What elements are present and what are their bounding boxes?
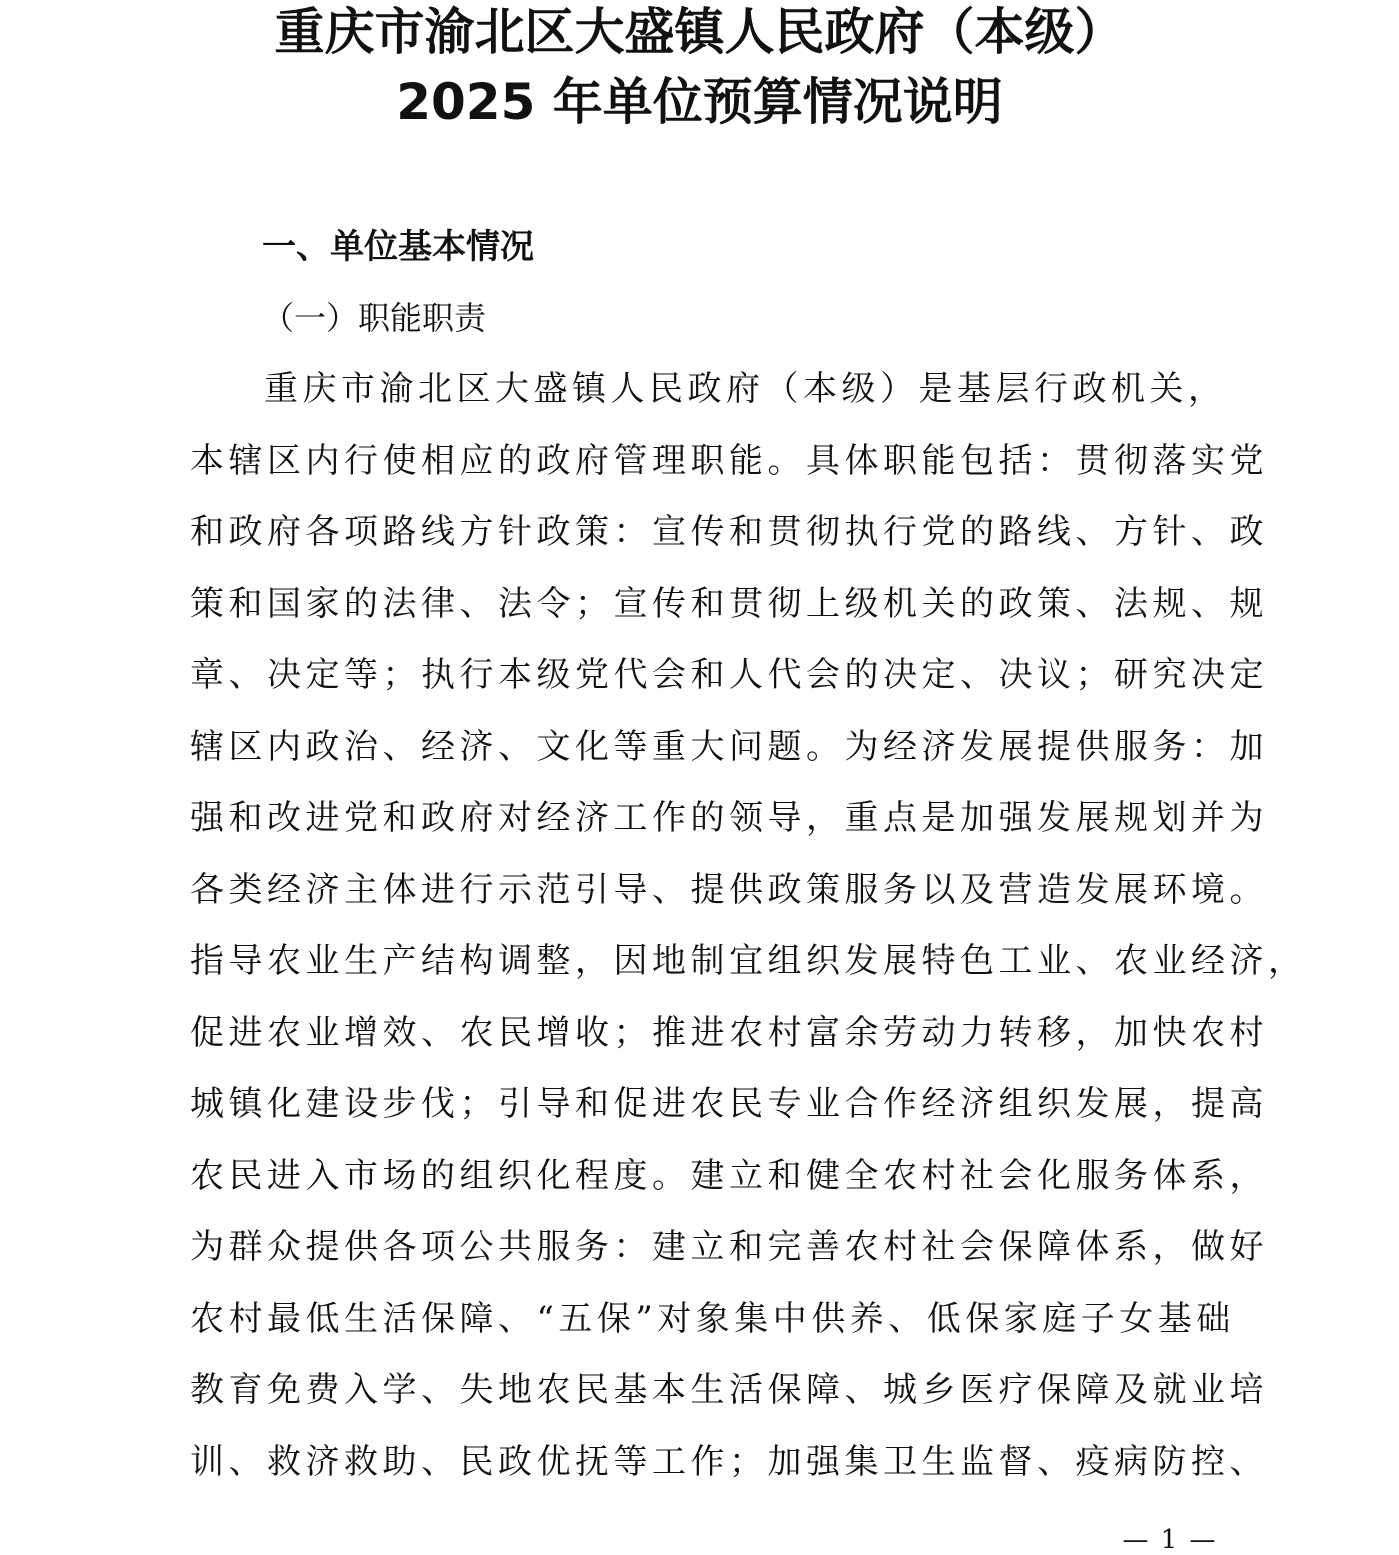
paragraph-line: 农民进入市场的组织化程度。建立和健全农村社会化服务体系， — [190, 1155, 1268, 1196]
paragraph-line: 训、救济救助、民政优抚等工作；加强集卫生监督、疫病防控、 — [190, 1441, 1268, 1482]
subsection-heading: （一）职能职责 — [262, 299, 487, 337]
paragraph-line: 本辖区内行使相应的政府管理职能。具体职能包括：贯彻落实党 — [190, 440, 1268, 481]
paragraph-line: 策和国家的法律、法令；宣传和贯彻上级机关的政策、法规、规 — [190, 583, 1268, 624]
paragraph-line: 为群众提供各项公共服务：建立和完善农村社会保障体系，做好 — [190, 1227, 1268, 1267]
section-heading: 一、单位基本情况 — [262, 227, 534, 267]
paragraph-line: 辖区内政治、经济、文化等重大问题。为经济发展提供服务：加 — [190, 726, 1268, 767]
page-number: — 1 — — [1122, 1525, 1218, 1555]
paragraph-line: 重庆市渝北区大盛镇人民政府（本级）是基层行政机关， — [264, 369, 1227, 409]
paragraph-line: 促进农业增效、农民增收；推进农村富余劳动力转移，加快农村 — [190, 1012, 1268, 1053]
document-title-line-1: 重庆市渝北区大盛镇人民政府（本级） — [274, 3, 1125, 61]
document-title-line-2: 2025 年单位预算情况说明 — [396, 73, 1003, 131]
paragraph-line: 和政府各项路线方针政策：宣传和贯彻执行党的路线、方针、政 — [190, 512, 1268, 552]
paragraph-line: 城镇化建设步伐；引导和促进农民专业合作经济组织发展，提高 — [190, 1084, 1268, 1124]
paragraph-line: 农村最低生活保障、“五保”对象集中供养、低保家庭子女基础 — [190, 1298, 1235, 1339]
paragraph-line: 各类经济主体进行示范引导、提供政策服务以及营造发展环境。 — [190, 869, 1268, 910]
body-paragraph — [190, 367, 1307, 1511]
paragraph-line: 强和改进党和政府对经济工作的领导，重点是加强发展规划并为 — [190, 798, 1268, 838]
paragraph-line: 指导农业生产结构调整，因地制宜组织发展特色工业、农业经济， — [190, 941, 1307, 981]
paragraph-line: 教育免费入学、失地农民基本生活保障、城乡医疗保障及就业培 — [190, 1370, 1268, 1410]
paragraph-line: 章、决定等；执行本级党代会和人代会的决定、决议；研究决定 — [190, 655, 1268, 695]
